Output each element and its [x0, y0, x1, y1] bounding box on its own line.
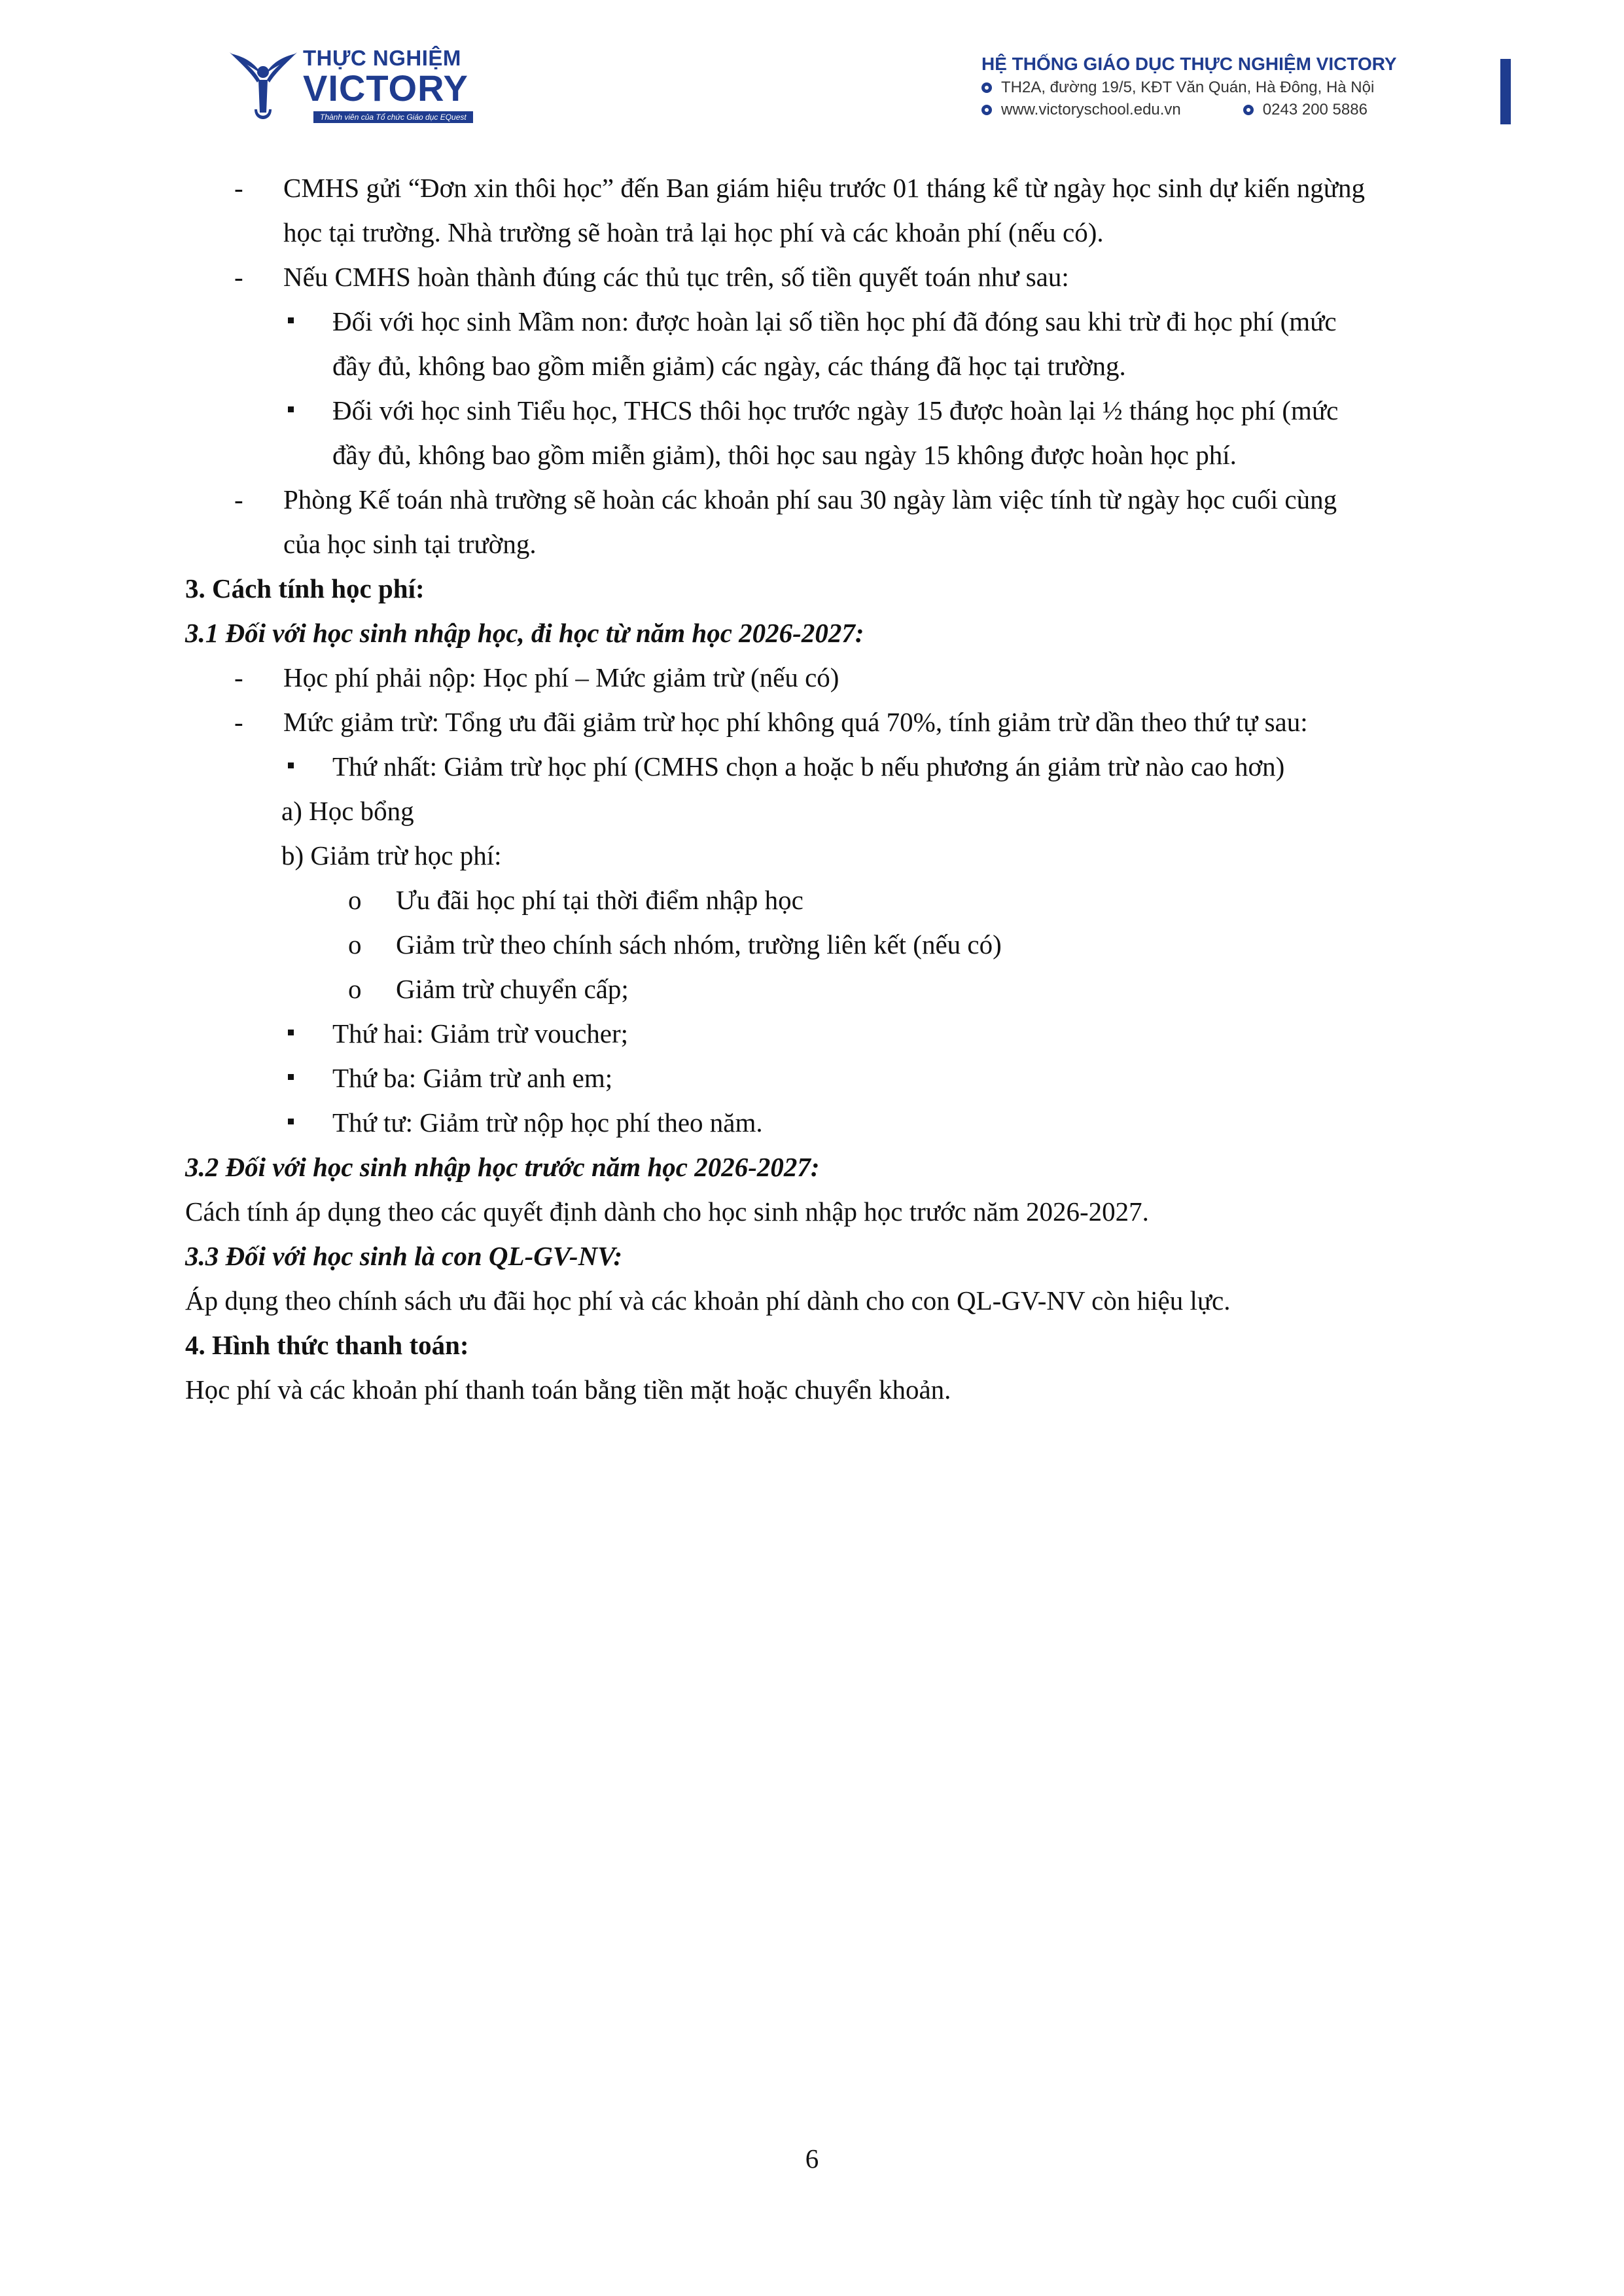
phone-icon: [1243, 105, 1254, 115]
logo-text-line2: VICTORY: [303, 67, 468, 109]
logo-text-line1: THỰC NGHIỆM: [303, 46, 461, 70]
phone-number: 0243 200 5886: [1262, 101, 1368, 118]
subsection-heading: 3.1 Đối với học sinh nhập học, đi học từ năm học 2026-2027:: [185, 618, 864, 648]
section-heading: 3. Cách tính học phí:: [185, 573, 425, 603]
school-contact-info: [981, 54, 1466, 119]
paragraph-line: Thứ tư: Giảm trừ nộp học phí theo năm.: [332, 1107, 763, 1138]
paragraph-line: học tại trường. Nhà trường sẽ hoàn trả lại học phí và các khoản phí (nếu có).: [283, 217, 1104, 247]
paragraph-line: Mức giảm trừ: Tổng ưu đãi giảm trừ học phí không quá 70%, tính giảm trừ dần theo thứ tự sau:: [283, 707, 1308, 737]
paragraph-line: Học phí và các khoản phí thanh toán bằng tiền mặt hoặc chuyển khoản.: [185, 1374, 951, 1405]
dash-marker: -: [234, 707, 243, 737]
paragraph-line: Giảm trừ theo chính sách nhóm, trường liên kết (nếu có): [396, 929, 1002, 960]
square-bullet-icon: [288, 762, 294, 768]
circle-marker: o: [348, 885, 362, 915]
paragraph-line: đầy đủ, không bao gồm miễn giảm) các ngày, các tháng đã học tại trường.: [332, 351, 1126, 381]
paragraph-line: Áp dụng theo chính sách ưu đãi học phí và các khoản phí dành cho con QL-GV-NV còn hiệu lực.: [185, 1285, 1231, 1316]
paragraph-line: Nếu CMHS hoàn thành đúng các thủ tục trên, số tiền quyết toán như sau:: [283, 262, 1069, 292]
section-heading: 4. Hình thức thanh toán:: [185, 1330, 469, 1360]
paragraph-line: Cách tính áp dụng theo các quyết định dành cho học sinh nhập học trước năm 2026-2027.: [185, 1196, 1149, 1227]
paragraph-line: Thứ hai: Giảm trừ voucher;: [332, 1018, 629, 1049]
school-logo: [226, 41, 468, 132]
page-number: 6: [805, 2144, 819, 2174]
dash-marker: -: [234, 484, 243, 514]
paragraph-line: b) Giảm trừ học phí:: [281, 840, 502, 870]
paragraph-line: Ưu đãi học phí tại thời điểm nhập học: [396, 885, 803, 915]
paragraph-line: Thứ nhất: Giảm trừ học phí (CMHS chọn a hoặc b nếu phương án giảm trừ nào cao hơn): [332, 751, 1285, 781]
address-text: TH2A, đường 19/5, KĐT Văn Quán, Hà Đông, Hà Nội: [1001, 79, 1375, 96]
paragraph-line: Thứ ba: Giảm trừ anh em;: [332, 1063, 613, 1093]
paragraph-line: Giảm trừ chuyển cấp;: [396, 974, 629, 1004]
contact-row: [981, 101, 1466, 119]
website-link[interactable]: www.victoryschool.edu.vn: [1001, 101, 1181, 118]
square-bullet-icon: [288, 1119, 294, 1124]
paragraph-line: Đối với học sinh Mầm non: được hoàn lại số tiền học phí đã đóng sau khi trừ đi học phí (mức: [332, 306, 1337, 336]
paragraph-line: a) Học bổng: [281, 796, 414, 826]
logo-tagline: Thành viên của Tổ chức Giáo dục EQuest: [313, 111, 473, 123]
square-bullet-icon: [288, 1074, 294, 1080]
school-name: HỆ THỐNG GIÁO DỤC THỰC NGHIỆM VICTORY: [981, 54, 1397, 74]
paragraph-line: đầy đủ, không bao gồm miễn giảm), thôi học sau ngày 15 không được hoàn học phí.: [332, 440, 1237, 470]
location-icon: [981, 82, 992, 93]
page-header: [0, 0, 1624, 141]
paragraph-line: Đối với học sinh Tiểu học, THCS thôi học trước ngày 15 được hoàn lại ½ tháng học phí (mức: [332, 395, 1339, 425]
paragraph-line: của học sinh tại trường.: [283, 529, 537, 559]
address-row: [981, 79, 1466, 97]
square-bullet-icon: [288, 317, 294, 323]
subsection-heading: 3.2 Đối với học sinh nhập học trước năm học 2026-2027:: [185, 1152, 820, 1182]
square-bullet-icon: [288, 1030, 294, 1035]
victory-figure-icon: [226, 41, 301, 132]
dash-marker: -: [234, 173, 243, 203]
circle-marker: o: [348, 929, 362, 960]
header-accent-bar: [1500, 59, 1511, 124]
paragraph-line: CMHS gửi “Đơn xin thôi học” đến Ban giám hiệu trước 01 tháng kể từ ngày học sinh dự kiến ngừng: [283, 173, 1366, 203]
globe-icon: [981, 105, 992, 115]
paragraph-line: Phòng Kế toán nhà trường sẽ hoàn các khoản phí sau 30 ngày làm việc tính từ ngày học cuối cùng: [283, 484, 1337, 514]
paragraph-line: Học phí phải nộp: Học phí – Mức giảm trừ (nếu có): [283, 662, 839, 692]
dash-marker: -: [234, 662, 243, 692]
phone-group: [1243, 101, 1368, 119]
square-bullet-icon: [288, 406, 294, 412]
subsection-heading: 3.3 Đối với học sinh là con QL-GV-NV:: [185, 1241, 623, 1271]
dash-marker: -: [234, 262, 243, 292]
circle-marker: o: [348, 974, 362, 1004]
